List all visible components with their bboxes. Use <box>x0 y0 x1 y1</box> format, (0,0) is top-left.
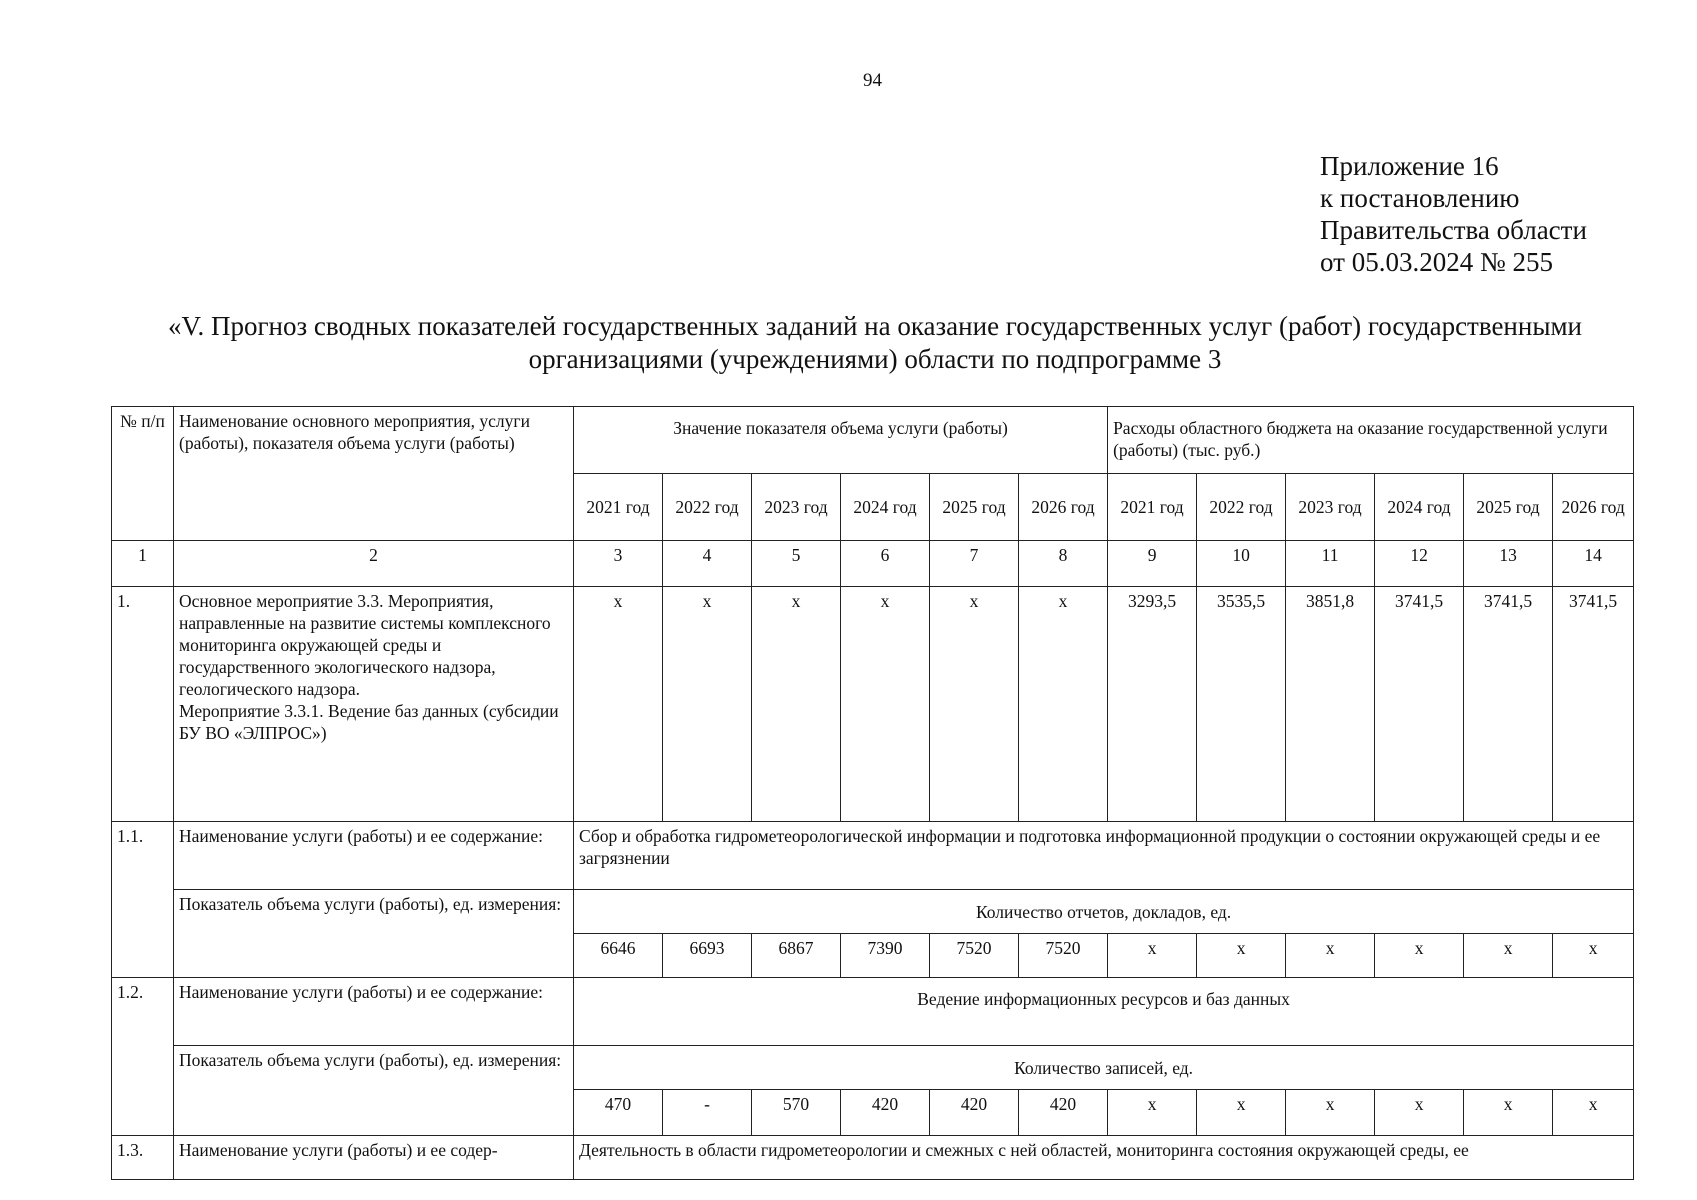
appendix-line: от 05.03.2024 № 255 <box>1320 247 1553 277</box>
value-cell: 470 <box>574 1090 663 1136</box>
year-header: 2026 год <box>1553 474 1634 541</box>
table-row <box>112 890 1634 934</box>
year-header: 2022 год <box>663 474 752 541</box>
value-cell: х <box>1375 1090 1464 1136</box>
value-cell: х <box>1464 1090 1553 1136</box>
appendix-block <box>1320 150 1587 278</box>
indicator-label: Показатель объема услуги (работы), ед. измерения: <box>174 1046 574 1136</box>
row-name <box>174 587 574 822</box>
year-header: 2023 год <box>1286 474 1375 541</box>
value-cell: 6693 <box>663 934 752 978</box>
header-expense-group: Расходы областного бюджета на оказание государственной услуги (работы) (тыс. руб.) <box>1108 407 1634 474</box>
column-number: 11 <box>1286 541 1375 587</box>
service-text: Деятельность в области гидрометеорологии и смежных с ней областей, мониторинга состояния окружающей среды, ее <box>574 1136 1634 1180</box>
value-cell: х <box>1286 1090 1375 1136</box>
column-number: 5 <box>752 541 841 587</box>
appendix-line: к постановлению <box>1320 183 1520 213</box>
value-cell: 3741,5 <box>1464 587 1553 822</box>
row-num: 1. <box>112 587 174 822</box>
year-header: 2024 год <box>841 474 930 541</box>
column-number: 9 <box>1108 541 1197 587</box>
value-cell: 7520 <box>1019 934 1108 978</box>
value-cell: х <box>574 587 663 822</box>
value-cell: 420 <box>930 1090 1019 1136</box>
appendix-line: Правительства области <box>1320 215 1587 245</box>
service-label: Наименование услуги (работы) и ее содер- <box>174 1136 574 1180</box>
row-num: 1.3. <box>112 1136 174 1180</box>
value-cell: х <box>752 587 841 822</box>
value-cell: - <box>663 1090 752 1136</box>
indicator-text: Количество отчетов, докладов, ед. <box>574 890 1634 934</box>
table-row <box>112 1136 1634 1180</box>
header-row <box>112 407 1634 474</box>
indicator-text: Количество записей, ед. <box>574 1046 1634 1090</box>
row-num: 1.1. <box>112 822 174 978</box>
document-title <box>120 310 1630 376</box>
table-row <box>112 1046 1634 1090</box>
value-cell: 6867 <box>752 934 841 978</box>
header-name: Наименование основного мероприятия, услуги (работы), показателя объема услуги (работы) <box>174 407 574 541</box>
value-cell: х <box>1464 934 1553 978</box>
table-row <box>112 978 1634 1046</box>
value-cell: х <box>1375 934 1464 978</box>
row-num: 1.2. <box>112 978 174 1136</box>
column-number: 1 <box>112 541 174 587</box>
year-header: 2024 год <box>1375 474 1464 541</box>
table-row <box>112 822 1634 890</box>
year-header: 2023 год <box>752 474 841 541</box>
column-number-row <box>112 541 1634 587</box>
value-cell: 420 <box>841 1090 930 1136</box>
year-header: 2021 год <box>1108 474 1197 541</box>
header-num: № п/п <box>112 407 174 541</box>
column-number: 2 <box>174 541 574 587</box>
column-number: 10 <box>1197 541 1286 587</box>
value-cell: х <box>930 587 1019 822</box>
page-number: 94 <box>863 70 882 91</box>
value-cell: 7390 <box>841 934 930 978</box>
value-cell: х <box>1019 587 1108 822</box>
column-number: 4 <box>663 541 752 587</box>
year-header: 2025 год <box>930 474 1019 541</box>
year-header: 2021 год <box>574 474 663 541</box>
service-label: Наименование услуги (работы) и ее содержание: <box>174 822 574 890</box>
year-header: 2025 год <box>1464 474 1553 541</box>
title-line: «V. Прогноз сводных показателей государственных заданий на оказание государственных услуг (работ) государственными <box>167 311 1583 341</box>
value-cell: 3741,5 <box>1375 587 1464 822</box>
value-cell: х <box>1197 934 1286 978</box>
value-cell: х <box>1553 934 1634 978</box>
value-cell: х <box>1286 934 1375 978</box>
service-text: Сбор и обработка гидрометеорологической информации и подготовка информационной продукции о состоянии окружающей среды и ее загрязнении <box>574 822 1634 890</box>
column-number: 6 <box>841 541 930 587</box>
service-text: Ведение информационных ресурсов и баз данных <box>574 978 1634 1046</box>
value-cell: 3741,5 <box>1553 587 1634 822</box>
value-cell: х <box>1197 1090 1286 1136</box>
row-name-part: Мероприятие 3.3.1. Ведение баз данных (субсидии БУ ВО «ЭЛПРОС») <box>179 701 559 743</box>
column-number: 7 <box>930 541 1019 587</box>
value-cell: х <box>841 587 930 822</box>
header-volume-group: Значение показателя объема услуги (работы) <box>574 407 1108 474</box>
row-name-part: Основное мероприятие 3.3. Мероприятия, направленные на развитие системы комплексного мониторинга окружающей среды и государственного экологического надзора, геологического надзора. <box>179 591 551 699</box>
service-label: Наименование услуги (работы) и ее содержание: <box>174 978 574 1046</box>
table-row <box>112 587 1634 822</box>
value-cell: х <box>663 587 752 822</box>
value-cell: 6646 <box>574 934 663 978</box>
column-number: 12 <box>1375 541 1464 587</box>
value-cell: 7520 <box>930 934 1019 978</box>
column-number: 13 <box>1464 541 1553 587</box>
value-cell: 3293,5 <box>1108 587 1197 822</box>
value-cell: 420 <box>1019 1090 1108 1136</box>
indicator-label: Показатель объема услуги (работы), ед. измерения: <box>174 890 574 978</box>
value-cell: 3851,8 <box>1286 587 1375 822</box>
year-header: 2022 год <box>1197 474 1286 541</box>
column-number: 14 <box>1553 541 1634 587</box>
value-cell: х <box>1108 1090 1197 1136</box>
value-cell: х <box>1108 934 1197 978</box>
value-cell: х <box>1553 1090 1634 1136</box>
indicators-table <box>111 406 1634 1180</box>
value-cell: 3535,5 <box>1197 587 1286 822</box>
value-cell: 570 <box>752 1090 841 1136</box>
title-line: организациями (учреждениями) области по подпрограмме 3 <box>528 344 1222 374</box>
appendix-line: Приложение 16 <box>1320 151 1499 181</box>
year-header: 2026 год <box>1019 474 1108 541</box>
column-number: 8 <box>1019 541 1108 587</box>
column-number: 3 <box>574 541 663 587</box>
